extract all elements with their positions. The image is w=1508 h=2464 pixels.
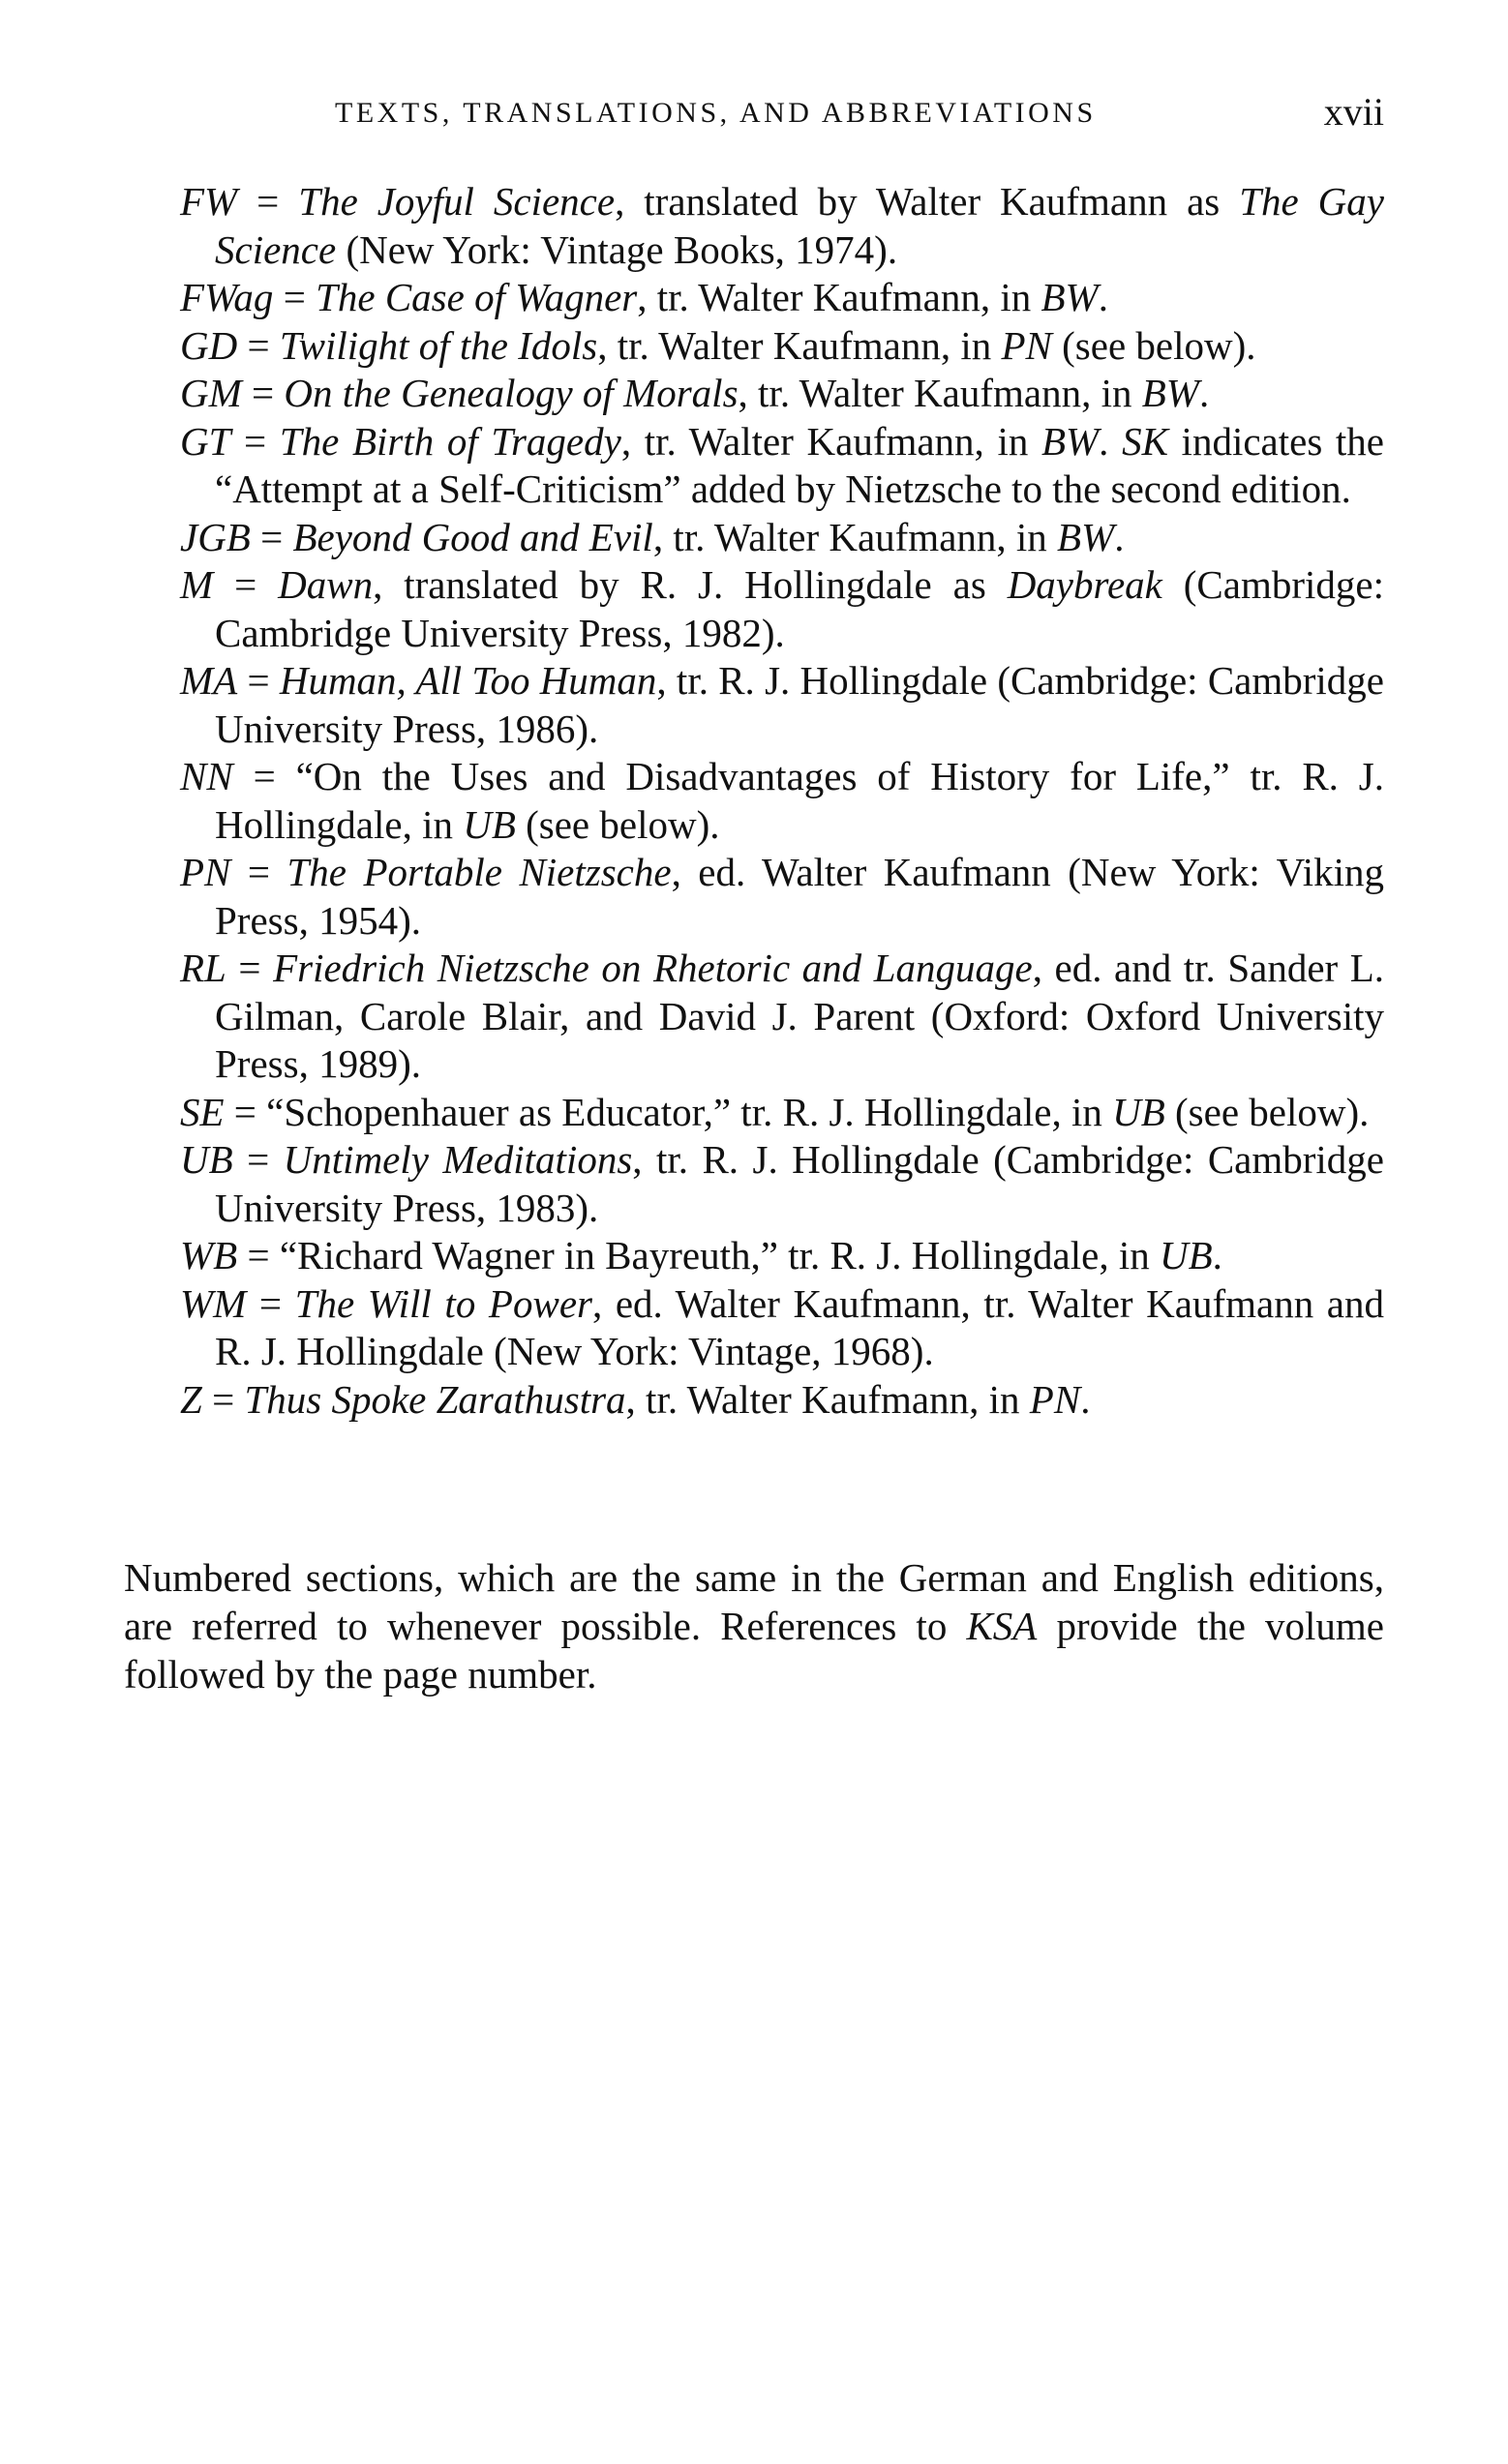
entry-detail: , ed. Walter Kaufmann, tr. Walter Kaufmann and R. J. Hollingdale (New York: Vintage, 1968). <box>215 1280 1385 1373</box>
work-title: The Case of Wagner <box>316 275 638 319</box>
abbreviation: GD <box>180 322 238 368</box>
entry-tail: (Cambridge: Cambridge University Press, 1982). <box>215 562 1384 655</box>
quoted-title: “On the Uses and Disadvantages of History for Life,” tr. R. J. Hollingdale, in <box>215 754 1385 847</box>
entry-detail: , tr. Walter Kaufmann, in <box>625 1376 1030 1422</box>
running-head <box>180 89 1384 137</box>
abbreviation-entry: SE = “Schopenhauer as Educator,” tr. R. J. Hollingdale, in UB (see below). <box>180 1089 1370 1134</box>
closing-text: Numbered sections, which are the same in the German and English editions, are referred to whenever possible. References to <box>124 1555 1384 1648</box>
abbreviation: Z <box>180 1376 202 1422</box>
abbreviation: SE <box>180 1089 225 1134</box>
cross-reference: PN <box>1029 1376 1081 1422</box>
cross-reference: UB <box>463 801 516 847</box>
entry-tail: indicates the “Attempt at a Self-Criticism” added by Nietzsche to the second edition. <box>215 418 1385 511</box>
entry-tail: . <box>1080 1376 1091 1422</box>
cross-reference: PN <box>1001 322 1052 368</box>
entry-tail: (see below). <box>515 801 720 847</box>
abbreviation: WM <box>180 1280 247 1326</box>
cross-reference: UB <box>1112 1089 1165 1134</box>
work-title: The Portable Nietzsche <box>287 850 672 894</box>
abbreviation-entry: NN = “On the Uses and Disadvantages of History for Life,” tr. R. J. Hollingdale, in UB (see below). <box>180 754 1385 847</box>
cross-reference: BW <box>1141 371 1199 415</box>
ksa-abbreviation: KSA <box>966 1604 1038 1648</box>
cross-reference: BW <box>1041 418 1100 464</box>
quoted-title: “Schopenhauer as Educator,” tr. R. J. Hollingdale, in <box>266 1089 1113 1134</box>
cross-reference: SK <box>1122 418 1168 464</box>
work-title: The Birth of Tragedy <box>279 418 621 464</box>
abbreviation: WB <box>180 1233 238 1277</box>
abbreviation-entry: PN = The Portable Nietzsche, ed. Walter Kaufmann (New York: Viking Press, 1954). <box>180 850 1384 943</box>
alternate-title: The Gay Science <box>215 179 1384 272</box>
alternate-title: Daybreak <box>1007 562 1162 607</box>
cross-reference: BW <box>1041 275 1099 319</box>
work-title: Twilight of the Idols <box>279 322 598 368</box>
cross-reference: BW <box>1057 514 1115 559</box>
abbreviation-entry: FW = The Joyful Science, translated by Walter Kaufmann as The Gay Science (New York: Vintage Books, 1974). <box>180 179 1384 272</box>
cross-reference: UB <box>1159 1233 1213 1277</box>
closing-paragraph <box>124 1553 1384 1698</box>
abbreviation: PN <box>180 850 231 894</box>
entry-tail: . <box>1212 1233 1222 1277</box>
running-head-title: TEXTS, TRANSLATIONS, AND ABBREVIATIONS <box>335 97 1097 129</box>
abbreviation: FWag <box>180 275 274 319</box>
entry-detail: , tr. Walter Kaufmann, in <box>620 418 1041 464</box>
work-title: Untimely Meditations <box>283 1137 633 1182</box>
entry-detail: , tr. Walter Kaufmann, in <box>597 322 1002 368</box>
entry-detail: , tr. Walter Kaufmann, in <box>738 371 1142 415</box>
abbreviation-entry: MA = Human, All Too Human, tr. R. J. Hollingdale (Cambridge: Cambridge University Press, 1986). <box>180 658 1385 751</box>
entry-detail: , tr. R. J. Hollingdale (Cambridge: Cambridge University Press, 1983). <box>215 1137 1384 1230</box>
work-title: Thus Spoke Zarathustra <box>244 1376 626 1422</box>
abbreviation-entry: GM = On the Genealogy of Morals, tr. Walter Kaufmann, in BW. <box>180 371 1210 415</box>
abbreviation-entry: Z = Thus Spoke Zarathustra, tr. Walter Kaufmann, in PN. <box>180 1376 1091 1422</box>
entry-tail: (see below). <box>1051 322 1256 368</box>
work-title: On the Genealogy of Morals <box>284 371 739 415</box>
entry-detail: , translated by R. J. Hollingdale as <box>373 562 1008 607</box>
abbreviation-entry: GT = The Birth of Tragedy, tr. Walter Kaufmann, in BW. SK indicates the “Attempt at a Self-Criticism” added by Nietzsche to the second edition. <box>180 418 1385 511</box>
work-title: Human, All Too Human <box>279 658 657 703</box>
entry-tail: . <box>1198 371 1210 415</box>
abbreviation: M <box>180 562 214 607</box>
work-title: Beyond Good and Evil <box>292 514 653 559</box>
abbreviation: MA <box>180 658 238 703</box>
abbreviation-entry: FWag = The Case of Wagner, tr. Walter Kaufmann, in BW. <box>180 275 1108 319</box>
abbreviation-entry: UB = Untimely Meditations, tr. R. J. Hollingdale (Cambridge: Cambridge University Press, 1983). <box>180 1137 1384 1230</box>
entry-tail: . <box>1114 514 1125 559</box>
entry-detail: , ed. Walter Kaufmann (New York: Viking Press, 1954). <box>215 850 1384 943</box>
abbreviation-entry: RL = Friedrich Nietzsche on Rhetoric and Language, ed. and tr. Sander L. Gilman, Carole Blair, and David J. Parent (Oxford: Oxford University Press, 1989). <box>180 946 1385 1086</box>
work-title: Friedrich Nietzsche on Rhetoric and Language <box>273 946 1033 990</box>
abbreviation: FW <box>180 179 238 224</box>
abbreviation-entry: WB = “Richard Wagner in Bayreuth,” tr. R. J. Hollingdale, in UB. <box>180 1233 1222 1277</box>
abbreviation-list <box>180 178 1384 1424</box>
abbreviation: GM <box>180 371 242 415</box>
entry-detail: , tr. R. J. Hollingdale (Cambridge: Cambridge University Press, 1986). <box>215 658 1385 751</box>
abbreviation: JGB <box>180 514 251 559</box>
abbreviation-entry: JGB = Beyond Good and Evil, tr. Walter Kaufmann, in BW. <box>180 514 1125 559</box>
abbreviation-entry: WM = The Will to Power, ed. Walter Kaufmann, tr. Walter Kaufmann and R. J. Hollingdale (New York: Vintage, 1968). <box>180 1280 1385 1373</box>
entry-detail: , tr. Walter Kaufmann, in <box>652 514 1058 559</box>
abbreviation: RL <box>180 946 226 990</box>
abbreviation-entry: M = Dawn, translated by R. J. Hollingdale as Daybreak (Cambridge: Cambridge University Press, 1982). <box>180 562 1384 655</box>
entry-detail: , ed. and tr. Sander L. Gilman, Carole Blair, and David J. Parent (Oxford: Oxford University Press, 1989). <box>215 946 1385 1086</box>
quoted-title: “Richard Wagner in Bayreuth,” tr. R. J. Hollingdale, in <box>279 1233 1160 1277</box>
abbreviation: GT <box>180 418 231 464</box>
entry-detail: , translated by Walter Kaufmann as <box>615 179 1240 224</box>
entry-mid: . <box>1099 418 1123 464</box>
entry-tail: (New York: Vintage Books, 1974). <box>336 226 898 272</box>
entry-tail: (see below). <box>1164 1089 1370 1134</box>
entry-detail: , tr. Walter Kaufmann, in <box>637 275 1041 319</box>
abbreviation: UB <box>180 1137 233 1182</box>
work-title: The Joyful Science <box>298 179 616 224</box>
closing-text-end: provide the volume followed by the page number. <box>124 1604 1384 1697</box>
page-number: xvii <box>1323 90 1384 134</box>
abbreviation-entry: GD = Twilight of the Idols, tr. Walter Kaufmann, in PN (see below). <box>180 322 1256 368</box>
abbreviation: NN <box>180 754 233 798</box>
work-title: Dawn <box>278 562 374 607</box>
entry-tail: . <box>1098 275 1108 319</box>
work-title: The Will to Power <box>294 1280 592 1326</box>
